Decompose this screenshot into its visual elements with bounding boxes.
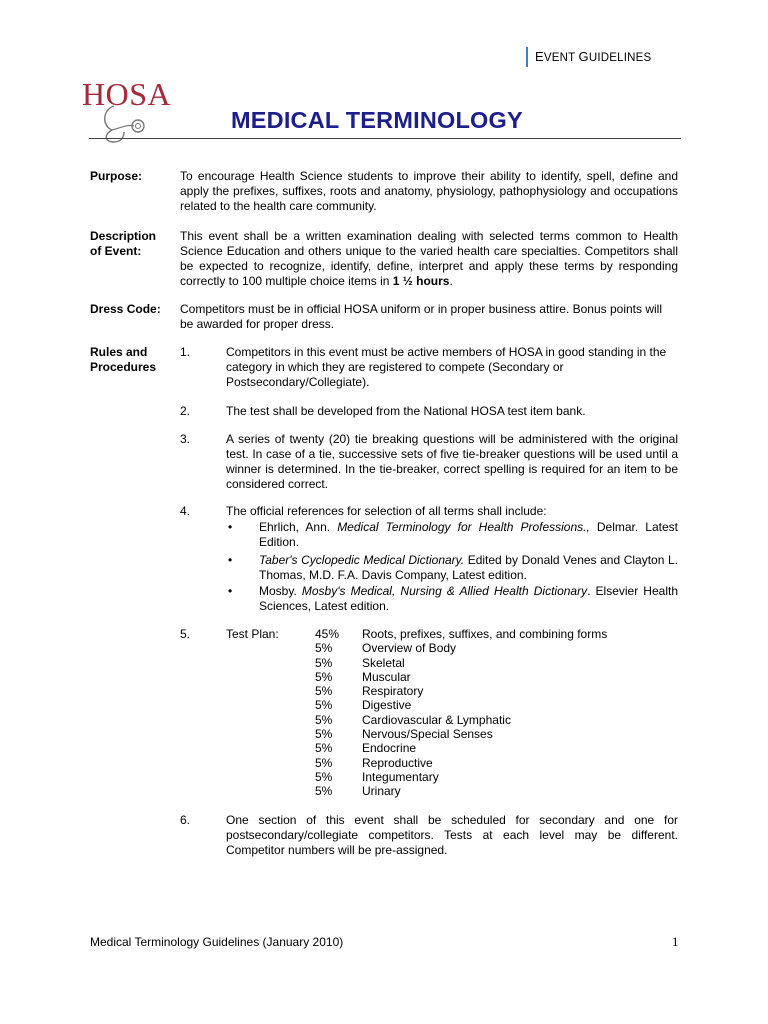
test-plan-percent: 5% (315, 684, 333, 699)
header-divider (526, 47, 528, 67)
test-plan-topic: Skeletal (362, 655, 405, 670)
test-plan-topic: Urinary (362, 784, 401, 799)
test-plan-topic: Muscular (362, 669, 411, 684)
test-plan-row (315, 684, 675, 698)
reference-item (259, 584, 678, 614)
test-plan-topic: Reproductive (362, 755, 433, 770)
test-plan-percent: 5% (315, 741, 333, 756)
test-plan-label: Test Plan: (226, 627, 279, 641)
reference-bullet: • (228, 553, 233, 567)
test-plan-topic: Cardiovascular & Lymphatic (362, 712, 511, 727)
header-label: EVENT GUIDELINES (535, 49, 652, 64)
reference-title: Mosby's Medical, Nursing & Allied Health Dictionary (301, 584, 588, 598)
rule-number: 1. (180, 345, 191, 359)
footer-text: Medical Terminology Guidelines (January 2010) (90, 935, 344, 949)
test-plan-row (315, 727, 675, 741)
rules-label (90, 345, 156, 375)
test-plan-topic: Digestive (362, 698, 412, 713)
reference-item (259, 520, 678, 550)
test-plan-percent: 5% (315, 769, 333, 784)
reference-publisher: Delmar. Latest Edition. (259, 520, 678, 549)
rules-label-line2: Procedures (90, 360, 157, 374)
reference-publisher: . Elsevier Health Sciences, Latest edition. (259, 584, 678, 613)
reference-item (259, 553, 678, 583)
rule-text: One section of this event shall be scheduled for secondary and one for postsecondary/collegiate competitors. Tests at each level may be different. Competitor numbers will be pre-assigned. (226, 813, 678, 857)
reference-author: Ehrlich, Ann. (259, 520, 338, 534)
test-plan-topic: Endocrine (362, 741, 417, 756)
test-plan-topic: Respiratory (362, 684, 424, 699)
test-plan-row (315, 713, 675, 727)
rule-number: 3. (180, 432, 191, 446)
test-plan-row (315, 770, 675, 784)
description-end: . (449, 274, 453, 288)
test-plan-percent: 5% (315, 641, 333, 656)
test-plan-row (315, 784, 675, 798)
reference-bullet: • (228, 520, 233, 534)
dress-code-label: Dress Code: (90, 302, 161, 316)
reference-title: Medical Terminology for Health Professions., (337, 520, 590, 534)
reference-title: Taber's Cyclopedic Medical Dictionary. (259, 553, 465, 567)
rule-text: The test shall be developed from the National HOSA test item bank. (226, 404, 586, 418)
purpose-label: Purpose: (90, 169, 143, 183)
test-plan-row (315, 641, 675, 655)
test-plan-percent: 5% (315, 727, 333, 742)
description-body: This event shall be a written examination dealing with selected terms common to Health Science Education and others unique to the varied health care specialties. Competitors shall be expected to recognize, identify, define, interpret and apply these terms by responding correctly to 100 multiple choice items in (180, 229, 678, 288)
test-plan-percent: 45% (315, 627, 340, 641)
reference-publisher: Edited by Donald Venes and Clayton L. Thomas, M.D. F.A. Davis Company, Latest edition. (259, 553, 678, 582)
description-label-line2: of Event: (90, 244, 142, 258)
test-plan-topic: Integumentary (362, 769, 439, 784)
test-plan-percent: 5% (315, 784, 333, 799)
rule-number: 5. (180, 627, 191, 641)
dress-code-text: Competitors must be in official HOSA uniform or in proper business attire. Bonus points will be awarded for proper dress. (180, 302, 662, 331)
purpose-text: To encourage Health Science students to improve their ability to identify, spell, define and apply the prefixes, suffixes, roots and anatomy, physiology, pathophysiology and occupations related to the health care community. (180, 169, 678, 213)
test-plan-percent: 5% (315, 655, 333, 670)
rule-number: 6. (180, 813, 191, 827)
description-text (180, 229, 678, 289)
test-plan-topic: Nervous/Special Senses (362, 727, 493, 742)
test-plan-percent: 5% (315, 698, 333, 713)
test-plan-row (315, 670, 675, 684)
rule-number: 2. (180, 404, 191, 418)
test-plan-topic: Overview of Body (362, 641, 457, 656)
test-plan-table (315, 627, 675, 799)
test-plan-row (315, 627, 675, 641)
reference-author: Mosby. (259, 584, 302, 598)
hosa-logo (82, 76, 192, 142)
page-title: MEDICAL TERMINOLOGY (231, 107, 523, 133)
test-plan-row (315, 656, 675, 670)
rule-text: The official references for selection of all terms shall include: (226, 504, 547, 518)
rules-label-line1: Rules and (90, 345, 148, 359)
test-plan-percent: 5% (315, 755, 333, 770)
reference-bullet: • (228, 584, 233, 598)
rule-text: A series of twenty (20) tie breaking questions will be administered with the original test. In case of a tie, successive sets of five tie-breaker questions will be used until a winner is determined. In the tie-breaker, correct spelling is required for an item to be considered correct. (226, 432, 678, 491)
description-label (90, 229, 156, 259)
logo-text: HOSA (82, 76, 172, 112)
test-plan-row (315, 741, 675, 755)
test-plan-row (315, 698, 675, 712)
page-number: 1 (672, 934, 679, 949)
title-rule (89, 138, 681, 139)
description-label-line1: Description (90, 229, 157, 243)
rule-text: Competitors in this event must be active members of HOSA in good standing in the category in which they are registered to compete (Secondary or Postsecondary/Collegiate). (226, 345, 667, 389)
test-plan-topic: Roots, prefixes, suffixes, and combining forms (362, 627, 608, 641)
test-plan-percent: 5% (315, 712, 333, 727)
rule-number: 4. (180, 504, 191, 518)
test-plan-row (315, 756, 675, 770)
description-duration: 1 ½ hours (392, 274, 450, 288)
test-plan-percent: 5% (315, 669, 333, 684)
